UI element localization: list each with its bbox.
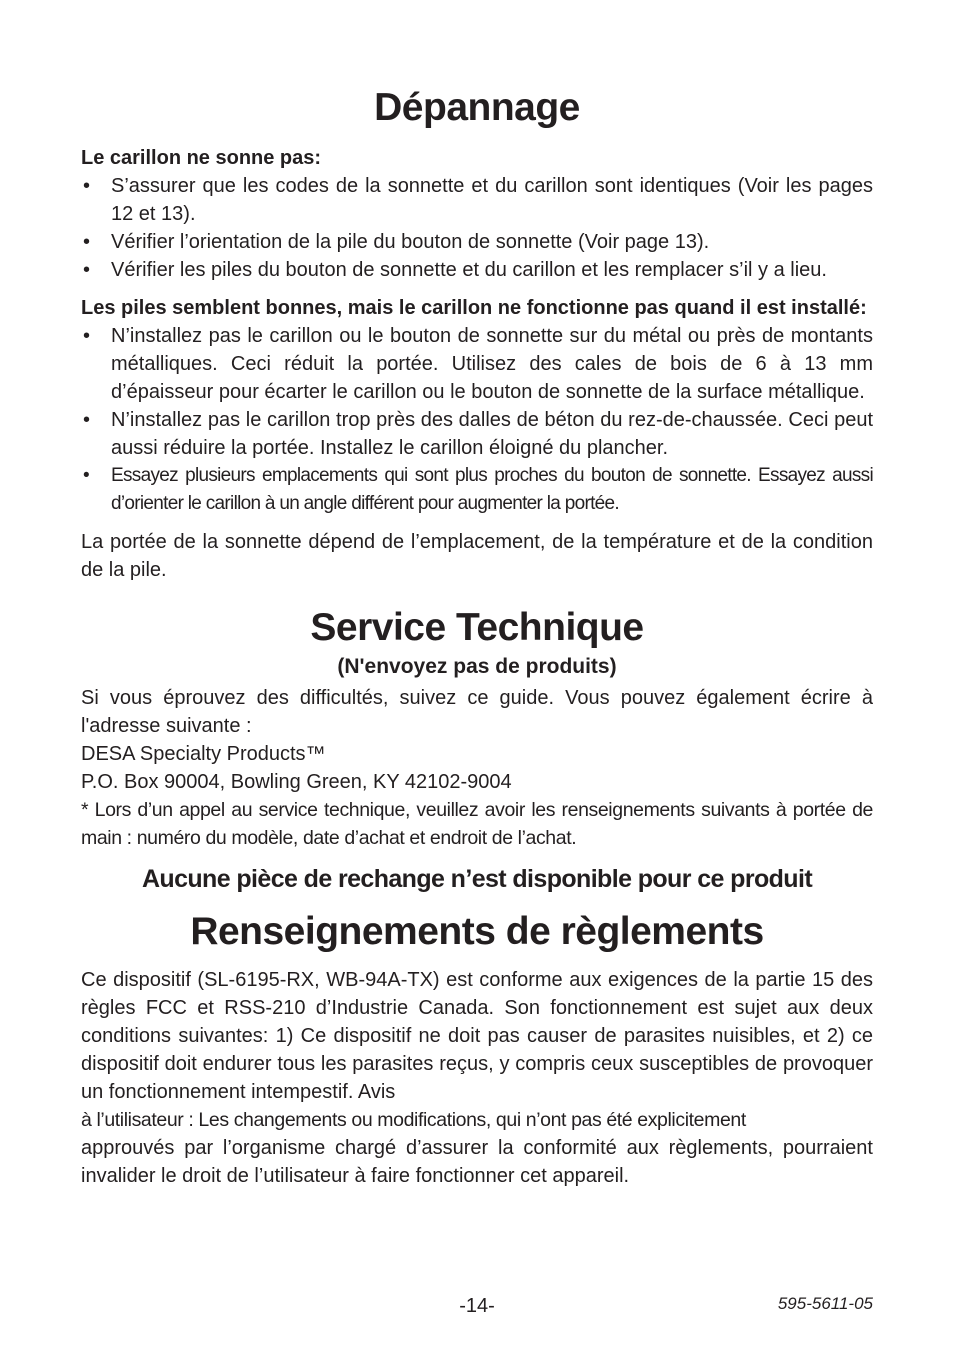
service-subtitle: (N'envoyez pas de produits) xyxy=(337,655,617,678)
list-item: • Essayez plusieurs emplacements qui sont plus proches du bouton de sonnette. Essayez aussi d’orienter le carillon à un angle différent pour augmenter la portée. xyxy=(81,462,873,518)
call-note: * Lors d’un appel au service technique, veuillez avoir les renseignements suivants à portée de main : numéro du modèle, date d’achat et endroit de l’achat. xyxy=(81,799,873,849)
manual-page xyxy=(81,84,873,1190)
list-item: • Vérifier l’orientation de la pile du bouton de sonnette (Voir page 13). xyxy=(81,228,873,256)
regulations-text-1: Ce dispositif (SL-6195-RX, WB-94A-TX) est conforme aux exigences de la partie 15 des règles FCC et RSS-210 d’Industrie Canada. Son fonctionnement est sujet aux deux conditions suivantes: 1) Ce dispositif ne doit pas causer de parasites nuisibles, et 2) ce dispositif doit endurer tous les parasites reçus, y compris ceux susceptibles de provoquer un fonctionnement intempestif. Avis xyxy=(81,969,873,1103)
page-number: -14- xyxy=(459,1295,495,1317)
range-note: La portée de la sonnette dépend de l’emplacement, de la température et de la condition de la pile. xyxy=(81,531,873,581)
regulations-title: Renseignements de règlements xyxy=(190,910,764,953)
company-address: P.O. Box 90004, Bowling Green, KY 42102-9004 xyxy=(81,771,512,793)
regulations-text-3: approuvés par l’organisme chargé d’assurer la conformité aux règlements, pourraient invalider le droit de l’utilisateur à faire fonctionner cet appareil. xyxy=(81,1137,873,1187)
service-intro: Si vous éprouvez des difficultés, suivez ce guide. Vous pouvez également écrire à l'adresse suivante : xyxy=(81,687,873,737)
list-item: • S’assurer que les codes de la sonnette et du carillon sont identiques (Voir les pages 12 et 13). xyxy=(81,172,873,228)
page-footer xyxy=(81,1292,873,1320)
issue2-list xyxy=(81,322,873,518)
service-title: Service Technique xyxy=(310,606,644,649)
document-number: 595-5611-05 xyxy=(777,1294,873,1313)
regulations-text-2: à l’utilisateur : Les changements ou modifications, qui n’ont pas été explicitement xyxy=(81,1109,746,1131)
list-item: • N’installez pas le carillon trop près des dalles de béton du rez-de-chaussée. Ceci peut aussi réduire la portée. Installez le carillon éloigné du plancher. xyxy=(81,406,873,462)
issue2-heading: Les piles semblent bonnes, mais le carillon ne fonctionne pas quand il est installé: xyxy=(81,297,867,319)
regulations-body xyxy=(81,966,873,1190)
no-parts-notice: Aucune pièce de rechange n’est disponible pour ce produit xyxy=(141,865,813,893)
list-item: • N’installez pas le carillon ou le bouton de sonnette sur du métal ou près de montants métalliques. Ceci réduit la portée. Utilisez des cales de bois de 6 à 13 mm d’épaisseur pour écarter le carillon ou le bouton de sonnette de la surface métallique. xyxy=(81,322,873,406)
troubleshooting-title: Dépannage xyxy=(374,86,580,129)
company-name: DESA Specialty Products™ xyxy=(81,743,326,765)
issue1-list xyxy=(81,172,873,284)
issue1-heading: Le carillon ne sonne pas: xyxy=(81,147,322,169)
list-item: • Vérifier les piles du bouton de sonnette et du carillon et les remplacer s’il y a lieu. xyxy=(81,256,873,284)
